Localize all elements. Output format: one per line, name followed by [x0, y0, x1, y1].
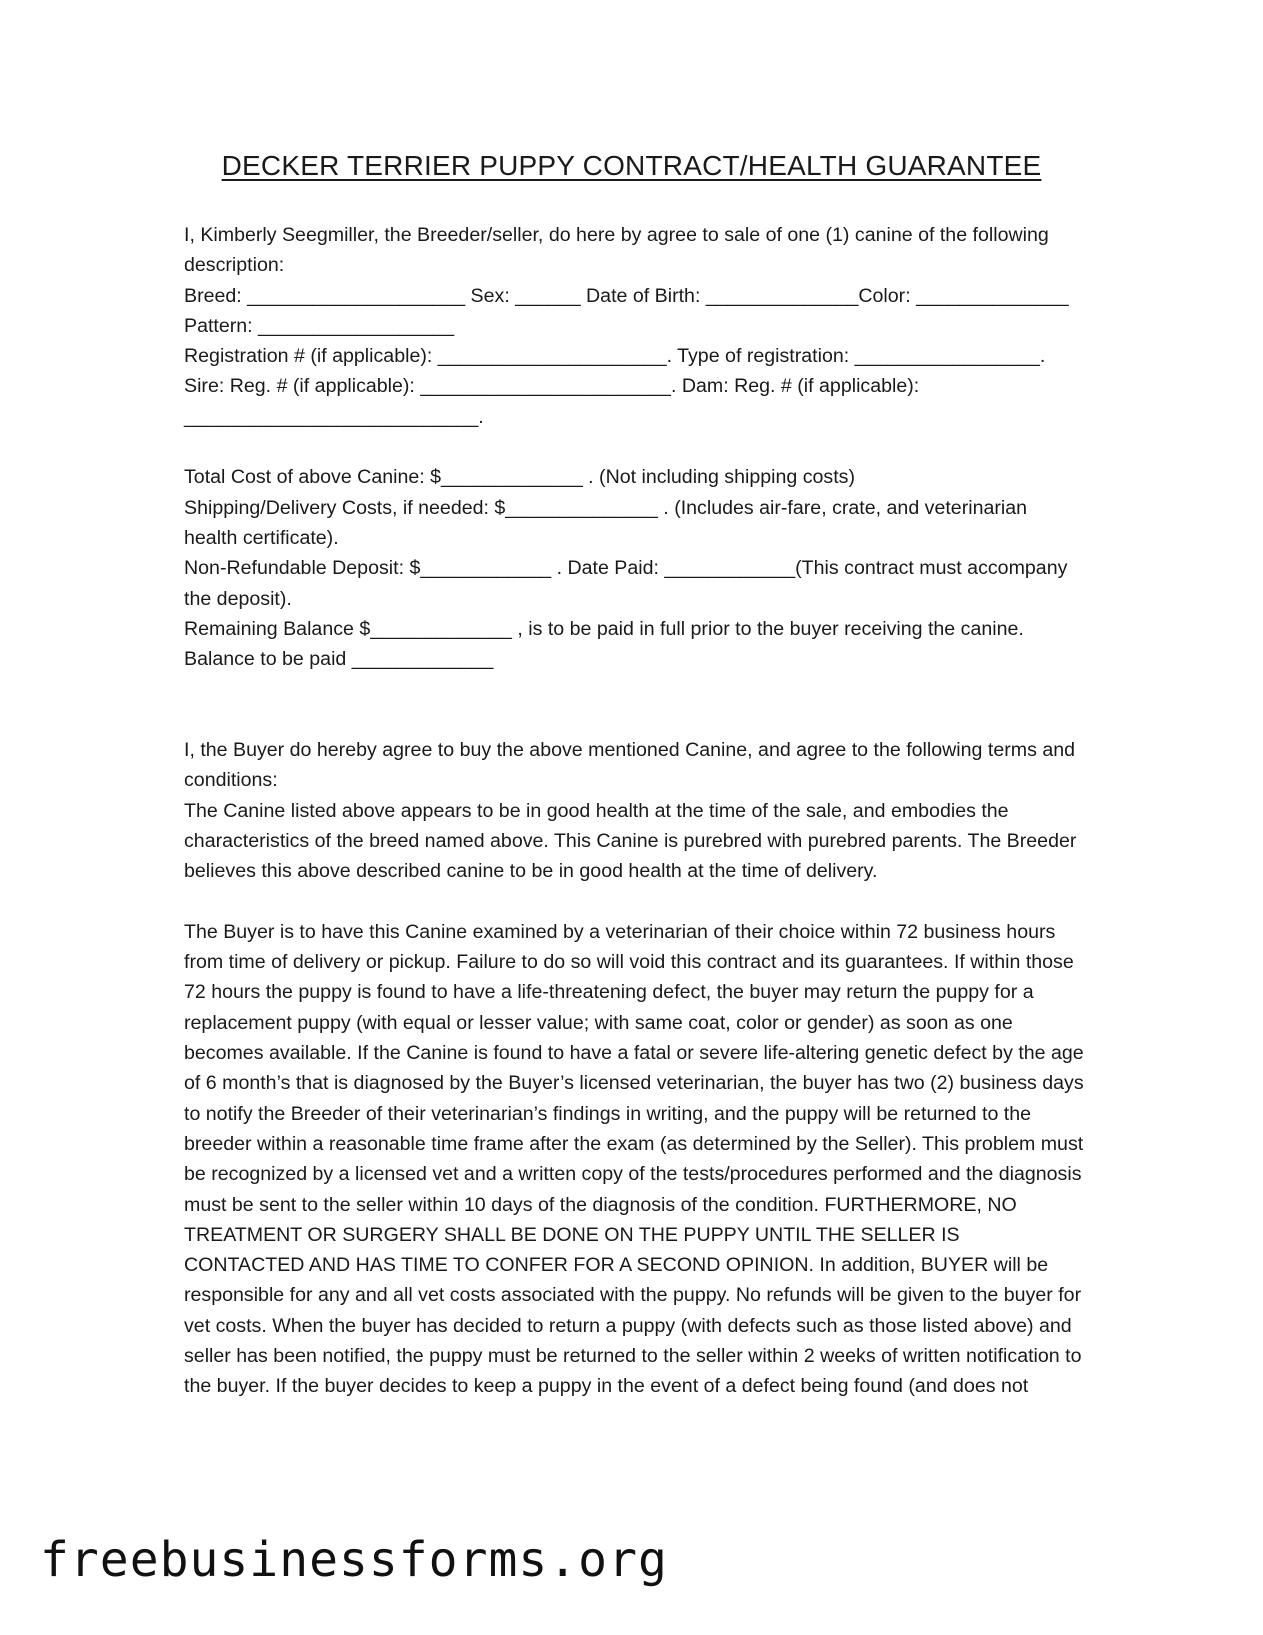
balance-due-line: Balance to be paid _____________	[184, 648, 494, 671]
registration-line: Registration # (if applicable): _____________________. Type of registration: _________________.	[184, 345, 1046, 368]
document-body	[184, 220, 1084, 1402]
spacer	[184, 674, 1084, 735]
canine-description-line: Breed: ____________________ Sex: ______ Date of Birth: ______________Color: ______________ Pattern: __________________	[184, 284, 1069, 337]
buyer-agreement-line: I, the Buyer do hereby agree to buy the above mentioned Canine, and agree to the following terms and conditions:	[184, 739, 1076, 792]
cost-section	[184, 462, 1084, 674]
remaining-balance-line: Remaining Balance $_____________ , is to be paid in full prior to the buyer receiving the canine.	[184, 617, 1024, 640]
buyer-section	[184, 735, 1084, 886]
health-statement-paragraph: The Canine listed above appears to be in good health at the time of the sale, and embodies the characteristics of the breed named above. This Canine is purebred with purebred parents. The Breeder believes this above described canine to be in good health at the time of delivery.	[184, 799, 1077, 883]
spacer	[184, 432, 1084, 462]
sire-dam-line: Sire: Reg. # (if applicable): _______________________. Dam: Reg. # (if applicable): ___________________________.	[184, 375, 920, 428]
document-title: DECKER TERRIER PUPPY CONTRACT/HEALTH GUARANTEE	[221, 150, 1042, 181]
guarantee-paragraph: The Buyer is to have this Canine examined by a veterinarian of their choice within 72 business hours from time of delivery or pickup. Failure to do so will void this contract and its guarantees. If within those 72 hours the puppy is found to have a life-threatening defect, the buyer may return the puppy for a replacement puppy (with equal or lesser value; with same coat, color or gender) as soon as one becomes available. If the Canine is found to have a fatal or severe life-altering genetic defect by the age of 6 month’s that is diagnosed by the Buyer’s licensed veterinarian, the buyer has two (2) business days to notify the Breeder of their veterinarian’s findings in writing, and the puppy will be returned to the breeder within a reasonable time frame after the exam (as determined by the Seller). This problem must be recognized by a licensed vet and a written copy of the tests/procedures performed and the diagnosis must be sent to the seller within 10 days of the diagnosis of the condition. FURTHERMORE, NO TREATMENT OR SURGERY SHALL BE DONE ON THE PUPPY UNTIL THE SELLER IS CONTACTED AND HAS TIME TO CONFER FOR A SECOND OPINION. In addition, BUYER will be responsible for any and all vet costs associated with the puppy. No refunds will be given to the buyer for vet costs. When the buyer has decided to return a puppy (with defects such as those listed above) and seller has been notified, the puppy must be returned to the seller within 2 weeks of written notification to the buyer. If the buyer decides to keep a puppy in the event of a defect being found (and does not	[184, 920, 1084, 1398]
sale-intro: I, Kimberly Seegmiller, the Breeder/seller, do here by agree to sale of one (1) canine of the following description:	[184, 224, 1049, 277]
spacer	[184, 887, 1084, 917]
total-cost-line: Total Cost of above Canine: $_____________ . (Not including shipping costs)	[184, 466, 855, 489]
shipping-cost-line: Shipping/Delivery Costs, if needed: $______________ . (Includes air-fare, crate, and veterinarian health certificate).	[184, 496, 1028, 549]
deposit-line: Non-Refundable Deposit: $____________ . Date Paid: ____________(This contract must accompany the deposit).	[184, 557, 1068, 610]
sale-section	[184, 220, 1084, 432]
watermark-text: freebusinessforms.org	[40, 1532, 668, 1588]
